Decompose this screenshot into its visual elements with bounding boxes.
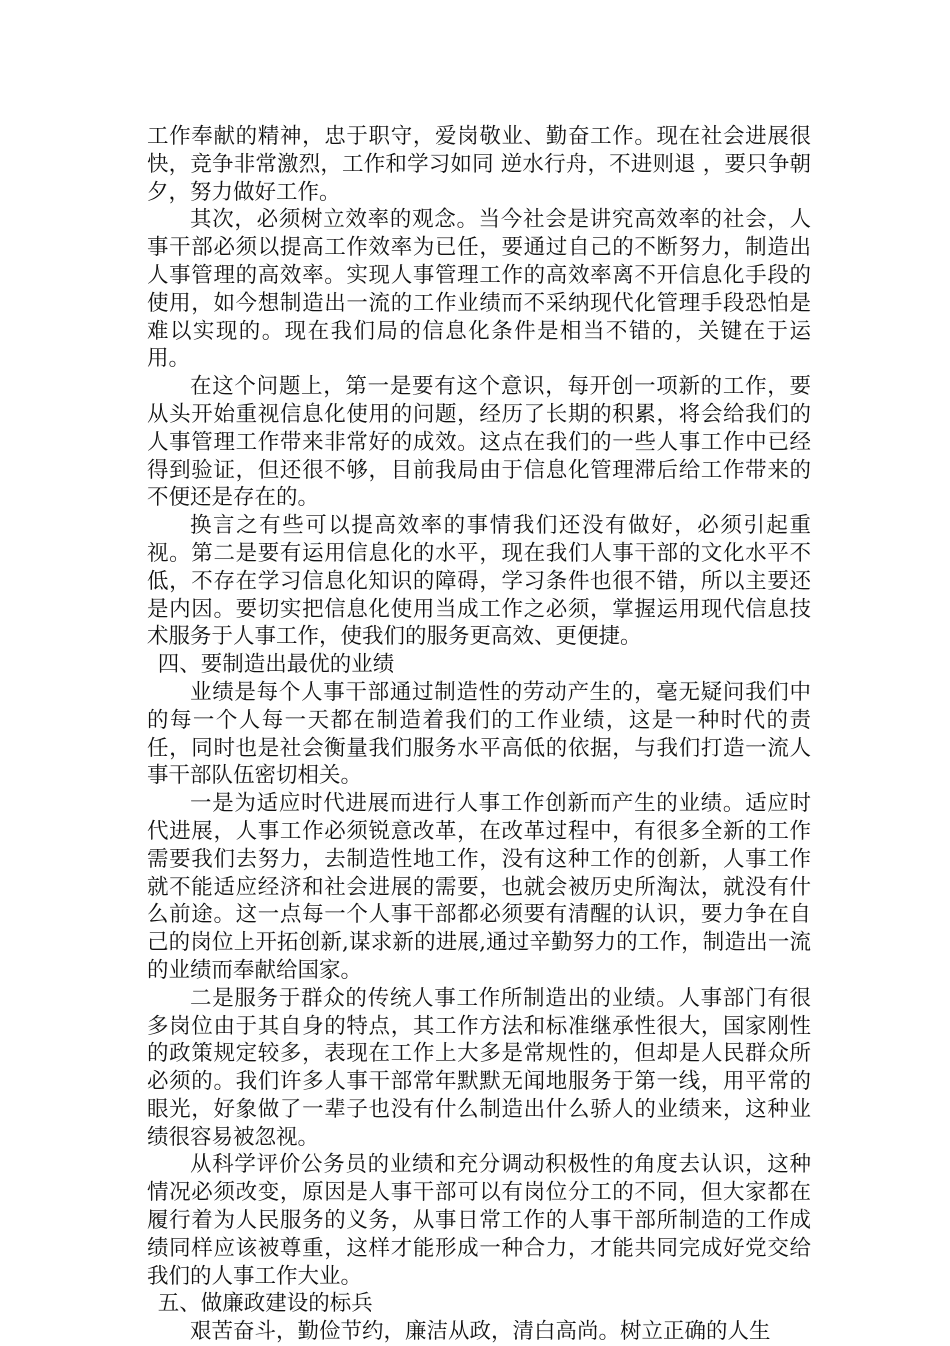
paragraph-service-performance: 二是服务于群众的传统人事工作所制造出的业绩。人事部门有很多岗位由于其自身的特点，其工作方法和标准继承性很大，国家刚性的政策规定较多，表现在工作上大多是常规性的，但却是人民群众所必须的。我们许多人事干部常年默默无闻地服务于第一线，用平常的眼光，好象做了一辈子也没有什么制造出什么骄人的业绩来，这种业绩很容易被忽视。 xyxy=(147,985,811,1150)
paragraph-innovation-performance: 一是为适应时代进展而进行人事工作创新而产生的业绩。适应时代进展，人事工作必须锐意改革，在改革过程中，有很多全新的工作需要我们去努力，去制造性地工作，没有这种工作的创新，人事工作就不能适应经济和社会进展的需要，也就会被历史所淘汰，就没有什么前途。这一点每一个人事干部都必须要有清醒的认识，要力争在自己的岗位上开拓创新,谋求新的进展,通过辛勤努力的工作，制造出一流的业绩而奉献给国家。 xyxy=(147,791,811,983)
section-heading-4: 四、要制造出最优的业绩 xyxy=(157,652,395,678)
paragraph-continuation: 工作奉献的精神，忠于职守，爱岗敬业、勤奋工作。现在社会进展很快，竞争非常激烈，工作和学习如同 逆水行舟，不进则退 ，要只争朝夕，努力做好工作。 xyxy=(147,124,811,205)
paragraph-informatization: 换言之有些可以提高效率的事情我们还没有做好，必须引起重视。第二是要有运用信息化的水平，现在我们人事干部的文化水平不低，不存在学习信息化知识的障碍，学习条件也很不错，所以主要还是内因。要切实把信息化使用当成工作之必须，掌握运用现代信息技术服务于人事工作，使我们的服务更高效、更便捷。 xyxy=(147,513,811,650)
paragraph-performance-intro: 业绩是每个人事干部通过制造性的劳动产生的，毫无疑问我们中的每一个人每一天都在制造着我们的工作业绩，这是一种时代的责任，同时也是社会衡量我们服务水平高低的依据，与我们打造一流人事干部队伍密切相关。 xyxy=(147,679,811,789)
document-page xyxy=(147,123,811,1346)
paragraph-efficiency-concept: 其次，必须树立效率的观念。当今社会是讲究高效率的社会，人事干部必须以提高工作效率为已任，要通过自己的不断努力，制造出人事管理的高效率。实现人事管理工作的高效率离不开信息化手段的使用，如今想制造出一流的工作业绩而不采纳现代化管理手段恐怕是难以实现的。现在我们局的信息化条件是相当不错的，关键在于运用。 xyxy=(147,207,811,372)
paragraph-evaluation: 从科学评价公务员的业绩和充分调动积极性的角度去认识，这种情况必须改变，原因是人事干部可以有岗位分工的不同，但大家都在履行着为人民服务的义务，从事日常工作的人事干部所制造的工作成绩同样应该被尊重，这样才能形成一种合力，才能共同完成好党交给我们的人事工作大业。 xyxy=(147,1152,811,1289)
section-heading-5: 五、做廉政建设的标兵 xyxy=(157,1291,373,1317)
paragraph-awareness: 在这个问题上，第一是要有这个意识，每开创一项新的工作，要从头开始重视信息化使用的问题，经历了长期的积累，将会给我们的人事管理工作带来非常好的成效。这点在我们的一些人事工作中已经得到验证，但还很不够，目前我局由于信息化管理滞后给工作带来的不便还是存在的。 xyxy=(147,374,811,511)
paragraph-integrity: 艰苦奋斗，勤俭节约，廉洁从政，清白高尚。树立正确的人生 xyxy=(190,1319,771,1345)
